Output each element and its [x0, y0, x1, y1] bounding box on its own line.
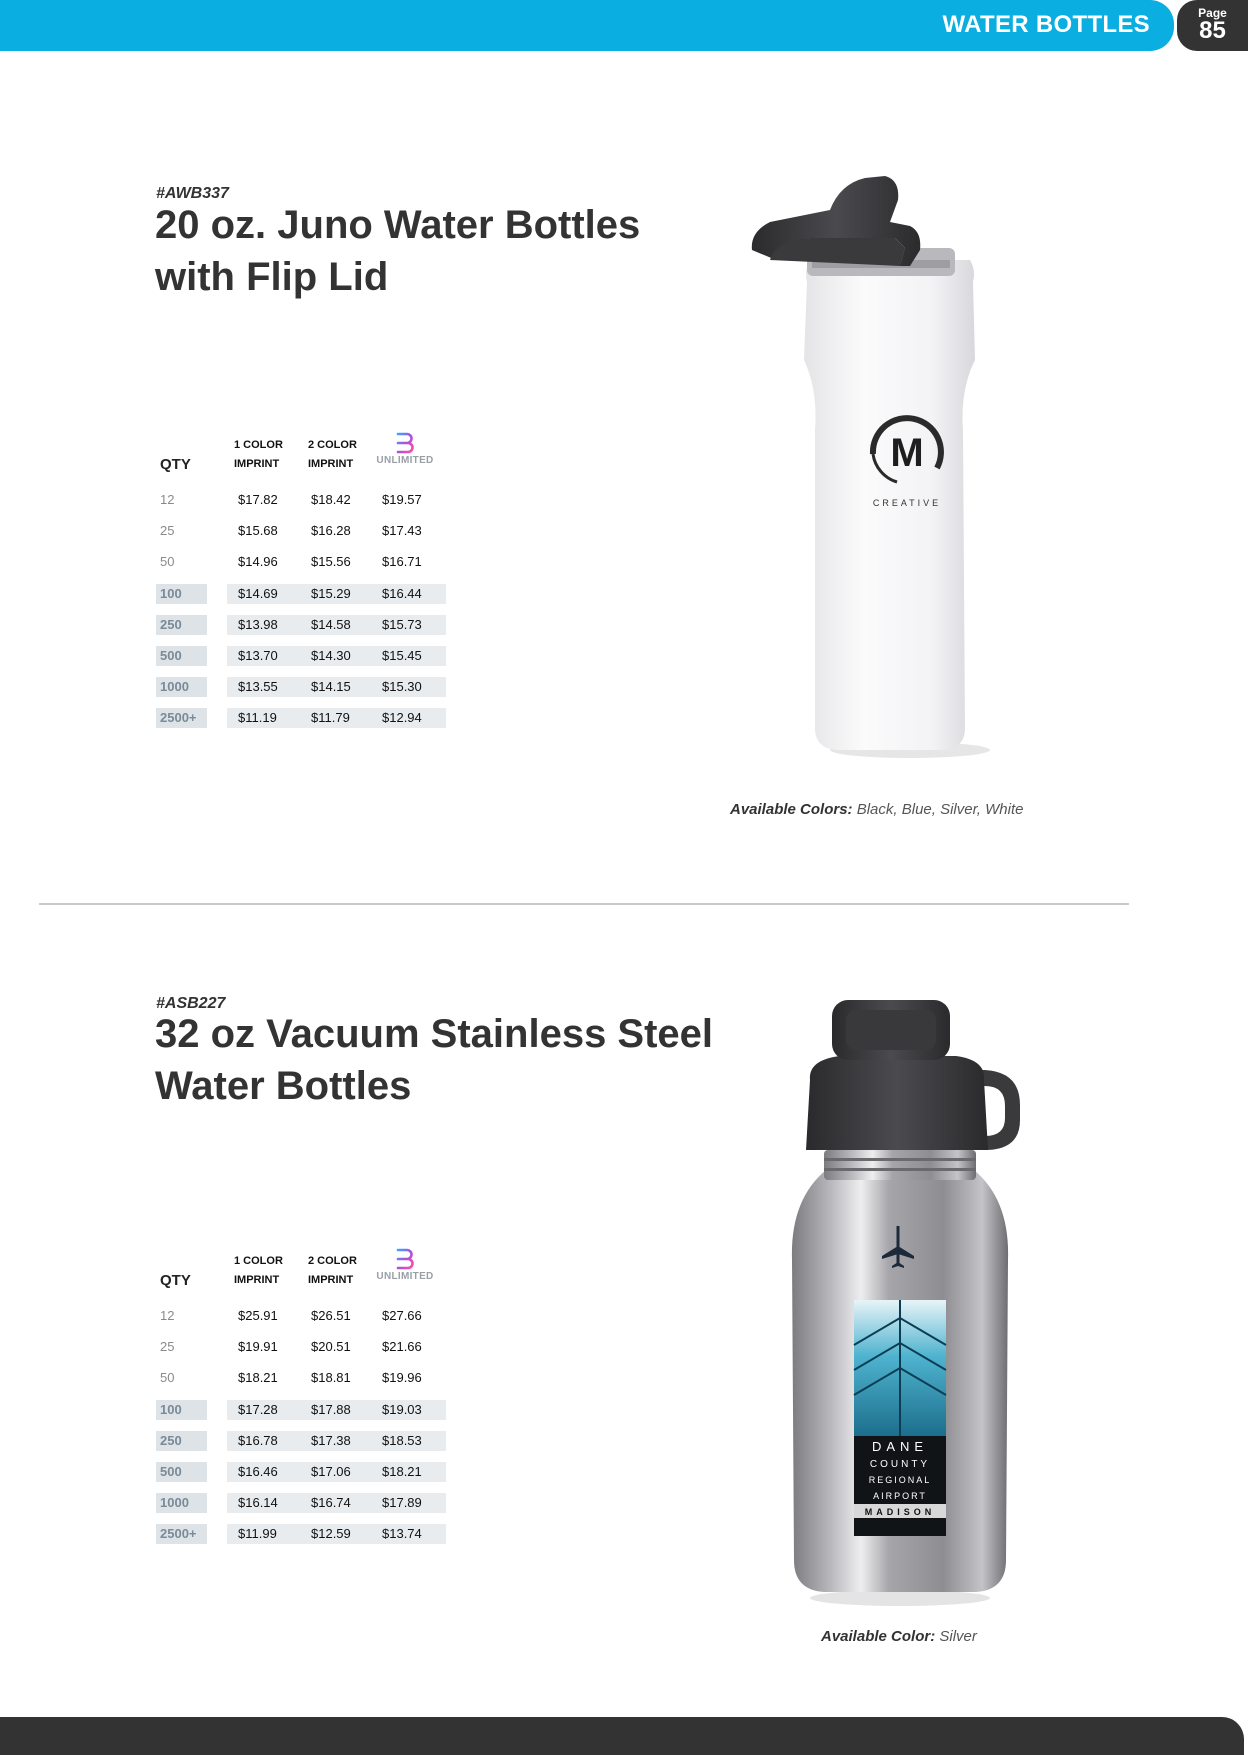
one-color-price: $14.96	[238, 554, 278, 570]
qty-cell: 25	[160, 1339, 175, 1355]
qty-cell: 500	[156, 1462, 207, 1482]
price-cells	[227, 1431, 446, 1451]
one-color-price: $17.28	[238, 1401, 278, 1417]
header-line: 2 COLOR	[308, 1255, 357, 1267]
price-row	[156, 609, 446, 640]
one-color-price: $19.91	[238, 1339, 278, 1355]
available-colors-label: Available Colors:	[730, 801, 853, 818]
qty-cell: 50	[160, 554, 175, 570]
footer-bar	[0, 1717, 1244, 1755]
unlimited-price: $17.89	[382, 1495, 422, 1511]
qty-cell: 50	[160, 1370, 175, 1386]
one-color-price: $17.82	[238, 492, 278, 507]
product-title	[155, 1008, 875, 1112]
header-line: IMPRINT	[234, 1274, 280, 1286]
section-divider	[39, 903, 1129, 905]
price-row	[156, 1487, 446, 1518]
two-color-price: $14.58	[311, 616, 351, 632]
price-table-body	[156, 1300, 446, 1550]
available-colors-label: Available Color:	[821, 1628, 936, 1645]
price-table-body	[156, 484, 446, 734]
one-color-imprint-header	[234, 1252, 283, 1290]
unlimited-b-icon	[395, 1248, 415, 1270]
two-color-imprint-header	[308, 436, 357, 474]
qty-header: QTY	[160, 456, 191, 473]
one-color-price: $11.99	[238, 1526, 277, 1542]
price-cells	[227, 1400, 446, 1420]
two-color-price: $17.06	[311, 1463, 351, 1479]
unlimited-price: $15.45	[382, 647, 422, 663]
unlimited-logo	[370, 1248, 440, 1282]
unlimited-logo-text: UNLIMITED	[376, 455, 434, 466]
unlimited-price: $19.03	[382, 1401, 422, 1417]
two-color-price: $14.15	[311, 679, 351, 695]
unlimited-price: $19.96	[382, 1370, 422, 1386]
qty-cell: 2500+	[156, 708, 207, 728]
two-color-imprint-header	[308, 1252, 357, 1290]
two-color-price: $26.51	[311, 1308, 351, 1323]
price-row	[156, 1394, 446, 1425]
price-row	[156, 671, 446, 702]
price-cells	[227, 646, 446, 666]
available-colors	[730, 801, 1023, 818]
product-sku: #AWB337	[156, 185, 229, 202]
price-table-header	[156, 1244, 446, 1300]
one-color-price: $11.19	[238, 710, 277, 726]
one-color-price: $13.98	[238, 616, 278, 632]
product-title-line2: Water Bottles	[155, 1064, 412, 1108]
price-cells	[227, 1337, 446, 1357]
logo-letter: M	[890, 431, 924, 475]
two-color-price: $17.88	[311, 1401, 351, 1417]
one-color-price: $13.55	[238, 679, 278, 695]
header-line: IMPRINT	[234, 458, 280, 470]
qty-cell: 12	[160, 1308, 175, 1323]
price-cells	[227, 1462, 446, 1482]
unlimited-price: $21.66	[382, 1339, 422, 1355]
two-color-price: $16.74	[311, 1495, 351, 1511]
two-color-price: $16.28	[311, 523, 351, 539]
product-title-line2: with Flip Lid	[155, 255, 389, 299]
one-color-price: $14.69	[238, 585, 278, 601]
unlimited-price: $19.57	[382, 492, 422, 507]
price-cells	[227, 1493, 446, 1513]
qty-cell: 1000	[156, 1493, 207, 1513]
price-row	[156, 1425, 446, 1456]
product-sku: #ASB227	[156, 995, 226, 1012]
unlimited-price: $16.71	[382, 554, 422, 570]
unlimited-price: $18.21	[382, 1463, 422, 1479]
one-color-price: $16.78	[238, 1432, 278, 1448]
one-color-price: $15.68	[238, 523, 278, 539]
one-color-price: $18.21	[238, 1370, 278, 1386]
two-color-price: $17.38	[311, 1432, 351, 1448]
section-header-bar	[0, 0, 1174, 51]
unlimited-logo	[370, 432, 440, 466]
price-row	[156, 1300, 446, 1331]
price-row	[156, 1362, 446, 1393]
price-row	[156, 702, 446, 733]
qty-cell: 12	[160, 492, 175, 507]
available-colors-value: Black, Blue, Silver, White	[856, 801, 1024, 818]
unlimited-price: $15.30	[382, 679, 422, 695]
two-color-price: $15.29	[311, 585, 351, 601]
unlimited-price: $16.44	[382, 585, 422, 601]
one-color-price: $13.70	[238, 647, 278, 663]
price-row	[156, 578, 446, 609]
qty-cell: 100	[156, 584, 207, 604]
page-number: 85	[1199, 17, 1226, 44]
one-color-price: $25.91	[238, 1308, 278, 1323]
price-cells	[227, 1524, 446, 1544]
logo-line: MADISON	[864, 1507, 936, 1517]
two-color-price: $15.56	[311, 554, 351, 570]
logo-text: CREATIVE	[872, 498, 942, 508]
header-line: 1 COLOR	[234, 1255, 283, 1267]
qty-header: QTY	[160, 1272, 191, 1289]
two-color-price: $18.81	[311, 1370, 351, 1386]
unlimited-logo-text: UNLIMITED	[376, 1271, 434, 1282]
qty-cell: 500	[156, 646, 207, 666]
price-row	[156, 515, 446, 546]
page-label: Page	[1198, 6, 1227, 20]
one-color-price: $16.14	[238, 1495, 278, 1511]
one-color-imprint-header	[234, 436, 283, 474]
price-cells	[227, 615, 446, 635]
price-cells	[227, 552, 446, 572]
header-line: 2 COLOR	[308, 439, 357, 451]
qty-cell: 1000	[156, 677, 207, 697]
price-cells	[227, 584, 446, 604]
header-line: IMPRINT	[308, 458, 354, 470]
unlimited-price: $17.43	[382, 523, 422, 539]
price-row	[156, 484, 446, 515]
price-table	[156, 1244, 446, 1550]
price-cells	[227, 677, 446, 697]
logo-line: COUNTY	[869, 1459, 931, 1470]
page-number-tab	[1177, 0, 1248, 51]
product-title-line1: 20 oz. Juno Water Bottles	[155, 203, 641, 247]
logo-line: AIRPORT	[873, 1491, 927, 1501]
price-row	[156, 546, 446, 577]
one-color-price: $16.46	[238, 1463, 278, 1479]
unlimited-price: $18.53	[382, 1432, 422, 1448]
price-cells	[227, 1368, 446, 1388]
price-table	[156, 428, 446, 734]
price-cells	[227, 1306, 446, 1326]
two-color-price: $11.79	[311, 710, 350, 726]
section-title: WATER BOTTLES	[942, 11, 1150, 38]
unlimited-price: $13.74	[382, 1526, 422, 1542]
available-colors-value: Silver	[939, 1628, 977, 1645]
unlimited-price: $15.73	[382, 616, 422, 632]
price-table-header	[156, 428, 446, 484]
two-color-price: $12.59	[311, 1526, 351, 1542]
qty-cell: 25	[160, 523, 175, 539]
logo-line: DANE	[871, 1439, 929, 1454]
qty-cell: 250	[156, 1431, 207, 1451]
unlimited-b-icon	[395, 432, 415, 454]
two-color-price: $18.42	[311, 492, 351, 507]
product-title-line1: 32 oz Vacuum Stainless Steel	[155, 1012, 714, 1056]
juno-bottle-image	[750, 170, 990, 760]
two-color-price: $14.30	[311, 647, 351, 663]
product-title	[155, 199, 775, 303]
unlimited-price: $12.94	[382, 710, 422, 726]
qty-cell: 100	[156, 1400, 207, 1420]
price-row	[156, 1331, 446, 1362]
qty-cell: 2500+	[156, 1524, 207, 1544]
price-row	[156, 640, 446, 671]
two-color-price: $20.51	[311, 1339, 351, 1355]
price-row	[156, 1456, 446, 1487]
unlimited-price: $27.66	[382, 1308, 422, 1323]
available-colors	[821, 1628, 977, 1645]
qty-cell: 250	[156, 615, 207, 635]
header-line: 1 COLOR	[234, 439, 283, 451]
price-cells	[227, 490, 446, 510]
logo-line: REGIONAL	[868, 1475, 932, 1485]
price-cells	[227, 521, 446, 541]
stainless-bottle-image	[780, 1000, 1030, 1610]
price-cells	[227, 708, 446, 728]
header-line: IMPRINT	[308, 1274, 354, 1286]
price-row	[156, 1518, 446, 1549]
